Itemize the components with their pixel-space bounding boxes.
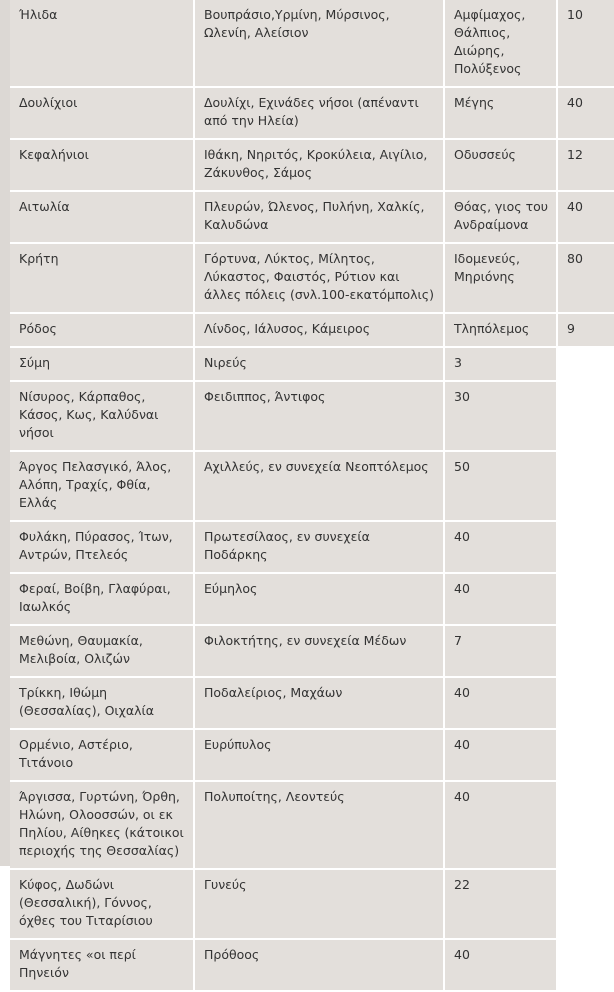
table-row	[10, 87, 614, 139]
region-cell: Φεραί, Βοίβη, Γλαφύραι, Ιαωλκός	[10, 573, 194, 625]
region-cell: Κεφαλήνιοι	[10, 139, 194, 191]
cities-cell: Λίνδος, Ιάλυσος, Κάμειρος	[194, 313, 444, 347]
region-cell: Μάγνητες «οι περί Πηνειόν	[10, 939, 194, 991]
ships-cell: 12	[557, 139, 614, 191]
ships-cell	[557, 451, 614, 521]
ships-cell: 10	[557, 0, 614, 87]
leader-cell: 40	[444, 521, 557, 573]
ships-cell	[557, 573, 614, 625]
cities-cell: Βουπράσιο,Υρμίνη, Μύρσινος, Ωλενίη, Αλείσιον	[194, 0, 444, 87]
leader-cell: 40	[444, 729, 557, 781]
table-row	[10, 313, 614, 347]
region-cell: Ορμένιο, Αστέριο, Τιτάνοιο	[10, 729, 194, 781]
ships-cell	[557, 381, 614, 451]
table-row	[10, 573, 614, 625]
cities-cell: Πρόθοος	[194, 939, 444, 991]
ships-cell	[557, 729, 614, 781]
cities-cell: Πρωτεσίλαος, εν συνεχεία Ποδάρκης	[194, 521, 444, 573]
region-cell: Κρήτη	[10, 243, 194, 313]
ships-cell	[557, 939, 614, 991]
table-row	[10, 139, 614, 191]
leader-cell: 40	[444, 939, 557, 991]
table-row	[10, 347, 614, 381]
table-row	[10, 677, 614, 729]
region-cell: Άργισσα, Γυρτώνη, Όρθη, Ηλώνη, Ολοοσσών, οι εκ Πηλίου, Αίθηκες (κάτοικοι περιοχής της Θεσσαλίας)	[10, 781, 194, 869]
ships-cell: 80	[557, 243, 614, 313]
region-cell: Κύφος, Δωδώνι (Θεσσαλική), Γόννος, όχθες του Τιταρίσιου	[10, 869, 194, 939]
leader-cell: Μέγης	[444, 87, 557, 139]
table-row	[10, 521, 614, 573]
table-row	[10, 781, 614, 869]
cities-cell: Εύμηλος	[194, 573, 444, 625]
cities-cell: Ευρύπυλος	[194, 729, 444, 781]
cities-cell: Ποδαλείριος, Μαχάων	[194, 677, 444, 729]
ships-cell: 40	[557, 87, 614, 139]
region-cell: Αιτωλία	[10, 191, 194, 243]
region-cell: Δουλίχιοι	[10, 87, 194, 139]
leader-cell: Τληπόλεμος	[444, 313, 557, 347]
region-cell: Νίσυρος, Κάρπαθος, Κάσος, Κως, Καλύδναι νήσοι	[10, 381, 194, 451]
leader-cell: Οδυσσεύς	[444, 139, 557, 191]
region-cell: Άργος Πελασγικό, Άλος, Αλόπη, Τραχίς, Φθία, Ελλάς	[10, 451, 194, 521]
leader-cell: 40	[444, 781, 557, 869]
leader-cell: 40	[444, 573, 557, 625]
cities-cell: Δουλίχι, Εχινάδες νήσοι (απέναντι από την Ηλεία)	[194, 87, 444, 139]
region-cell: Μεθώνη, Θαυμακία, Μελιβοία, Ολιζών	[10, 625, 194, 677]
cities-cell: Γυνεύς	[194, 869, 444, 939]
region-cell: Ήλιδα	[10, 0, 194, 87]
table-row	[10, 0, 614, 87]
table-row	[10, 191, 614, 243]
table-row	[10, 939, 614, 991]
region-cell: Τρίκκη, Ιθώμη (Θεσσαλίας), Οιχαλία	[10, 677, 194, 729]
ships-cell: 40	[557, 191, 614, 243]
table-row	[10, 381, 614, 451]
region-cell: Φυλάκη, Πύρασος, Ίτων, Αντρών, Πτελεός	[10, 521, 194, 573]
ships-cell: 9	[557, 313, 614, 347]
ships-cell	[557, 625, 614, 677]
ships-cell	[557, 781, 614, 869]
table-row	[10, 729, 614, 781]
cities-cell: Νιρεύς	[194, 347, 444, 381]
region-cell: Ρόδος	[10, 313, 194, 347]
leader-cell: 40	[444, 677, 557, 729]
table-row	[10, 243, 614, 313]
leader-cell: Θόας, γιος του Ανδραίμονα	[444, 191, 557, 243]
ships-cell	[557, 677, 614, 729]
table-row	[10, 869, 614, 939]
ships-cell	[557, 347, 614, 381]
cities-cell: Ιθάκη, Νηριτός, Κροκύλεια, Αιγίλιο, Ζάκυνθος, Σάμος	[194, 139, 444, 191]
table-row	[10, 625, 614, 677]
leader-cell: Αμφίμαχος, Θάλπιος, Διώρης, Πολύξενος	[444, 0, 557, 87]
leader-cell: 30	[444, 381, 557, 451]
cities-cell: Αχιλλεύς, εν συνεχεία Νεοπτόλεμος	[194, 451, 444, 521]
cities-cell: Φιλοκτήτης, εν συνεχεία Μέδων	[194, 625, 444, 677]
leader-cell: 22	[444, 869, 557, 939]
table-body	[10, 0, 614, 991]
leader-cell: Ιδομενεύς, Μηριόνης	[444, 243, 557, 313]
region-cell: Σύμη	[10, 347, 194, 381]
ships-cell	[557, 869, 614, 939]
cities-cell: Φειδιππος, Άντιφος	[194, 381, 444, 451]
cities-cell: Πλευρών, Ώλενος, Πυλήνη, Χαλκίς, Καλυδώνα	[194, 191, 444, 243]
cities-cell: Γόρτυνα, Λύκτος, Μίλητος, Λύκαστος, Φαιστός, Ρύτιον και άλλες πόλεις (σνλ.100-εκατόμπολις)	[194, 243, 444, 313]
ships-cell	[557, 521, 614, 573]
cities-cell: Πολυποίτης, Λεοντεύς	[194, 781, 444, 869]
table-row	[10, 451, 614, 521]
leader-cell: 7	[444, 625, 557, 677]
leader-cell: 50	[444, 451, 557, 521]
leader-cell: 3	[444, 347, 557, 381]
left-margin-strip	[0, 0, 10, 866]
catalogue-table	[10, 0, 614, 992]
